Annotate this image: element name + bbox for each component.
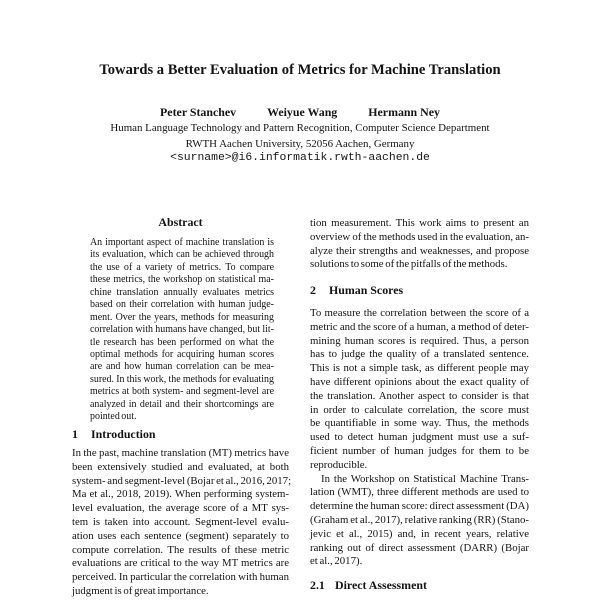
author-name: Hermann Ney	[368, 105, 440, 119]
section-number: 2.1	[310, 578, 325, 592]
body-line: be quantifiable in some way. Thus, the methods	[310, 417, 529, 430]
body-line: used to detect human judgment must use a suf-	[310, 431, 529, 444]
body-line: ation uses each sentence (segment) separately to	[72, 529, 289, 542]
body-line: determine the human score: direct assessment (DA)	[310, 500, 529, 513]
body-line: perceived. In particular the correlation with human	[72, 571, 289, 584]
body-line: in order to calculate correlation, the score must	[310, 403, 529, 416]
body-line: overview of the methods used in the evaluation, an-	[310, 230, 529, 243]
body-line: been extensively studied and evaluated, at both	[72, 460, 289, 473]
email: <surname>@i6.informatik.rwth-aachen.de	[170, 152, 430, 164]
body-line: alyze their strengths and weaknesses, and propose	[310, 244, 529, 257]
body-line: To measure the correlation between the score of a	[310, 307, 529, 319]
abstract-line: metrics at both system- and segment-level are	[90, 386, 274, 398]
abstract-line: optimal methods for acquiring human scores	[90, 348, 274, 360]
body-line: system- and segment-level (Bojar et al., 2016, 2017;	[72, 474, 292, 487]
abstract-line: its evaluation, which can be achieved through	[90, 249, 274, 261]
subsection-heading-direct-assessment	[310, 577, 427, 593]
address: RWTH Aachen University, 52056 Aachen, Germany	[185, 138, 415, 150]
abstract-line: the use of a variety of metrics. To compare	[90, 261, 274, 273]
section-heading-human-scores	[310, 282, 403, 298]
abstract-heading: Abstract	[158, 215, 203, 229]
abstract-line: are and how human correlation can be mea-	[90, 361, 274, 373]
body-line: metric and the score of a human, a method of deter-	[310, 320, 529, 333]
body-line: level evaluation, the average score of a MT sys-	[72, 502, 289, 515]
section-number: 1	[72, 427, 78, 441]
introduction-continuation-paragraph	[310, 217, 529, 272]
abstract-line: correlation with humans have changed, but lit-	[90, 324, 274, 336]
abstract-line: An important aspect of machine translation is	[90, 237, 274, 248]
section-heading-introduction	[72, 426, 156, 442]
abstract-line: tle research has been performed on what the	[90, 336, 274, 348]
body-line: ficient number of human judges for them to be	[310, 444, 529, 457]
body-line: reproducible.	[310, 458, 368, 471]
abstract-line: sured. In this work, the methods for evaluating	[90, 373, 274, 385]
section-number: 2	[310, 283, 316, 297]
body-line: has to judge the quality of a translated sentence.	[310, 348, 529, 361]
body-line: tem is taken into account. Segment-level evalu-	[72, 515, 289, 528]
body-line: compute correlation. The results of these metric	[72, 543, 289, 556]
abstract-line: chine translation annually evaluates metrics	[90, 286, 274, 298]
paper-title: Towards a Better Evaluation of Metrics for Machine Translation	[99, 62, 501, 78]
author-list	[0, 104, 600, 120]
body-line: Ma et al., 2018, 2019). When performing system-	[72, 488, 289, 501]
body-line: solutions to some of the pitfalls of the methods.	[310, 258, 508, 271]
body-line: jevic et al., 2015) and, in recent years, relative	[310, 527, 529, 540]
author-name: Peter Stanchev	[160, 105, 237, 119]
section-title: Direct Assessment	[335, 578, 427, 592]
body-line: mining human scores is required. Thus, a person	[310, 334, 529, 347]
body-line: This is not a simple task, as different people may	[310, 362, 529, 375]
abstract-line: these metrics, the workshop on statistical ma-	[90, 274, 274, 286]
human-scores-paragraph-2	[310, 473, 529, 570]
introduction-paragraph	[72, 447, 292, 599]
section-title: Introduction	[91, 427, 156, 441]
body-line: (Graham et al., 2017), relative ranking (RR) (Stano-	[310, 513, 529, 526]
body-line: have different opinions about the exact quality of	[310, 375, 529, 388]
abstract-line: based on their correlation with human judge-	[90, 299, 274, 311]
body-line: ranking out of direct assessment (DARR) (Bojar	[310, 541, 529, 554]
affiliation: Human Language Technology and Pattern Recognition, Computer Science Department	[110, 122, 490, 134]
abstract-line: analyzed in detail and their shortcomings are	[90, 398, 274, 410]
body-line: lation (WMT), three different methods are used to	[310, 486, 529, 499]
body-line: evaluations are critical to the way MT metrics are	[72, 557, 289, 570]
body-line: et al., 2017).	[310, 555, 363, 568]
human-scores-paragraph-1	[310, 307, 529, 473]
abstract-line: ment. Over the years, methods for measuring	[90, 311, 274, 323]
body-line: judgment is of great importance.	[72, 584, 209, 597]
abstract-line: pointed out.	[90, 411, 137, 423]
body-line: the translation. Another aspect to consider is that	[310, 389, 529, 402]
abstract-body	[90, 237, 274, 424]
section-title: Human Scores	[329, 283, 404, 297]
author-name: Weiyue Wang	[267, 105, 338, 119]
body-line: tion measurement. This work aims to present an	[310, 217, 529, 229]
body-line: In the Workshop on Statistical Machine Trans-	[321, 472, 529, 485]
body-line: In the past, machine translation (MT) metrics have	[72, 447, 289, 459]
